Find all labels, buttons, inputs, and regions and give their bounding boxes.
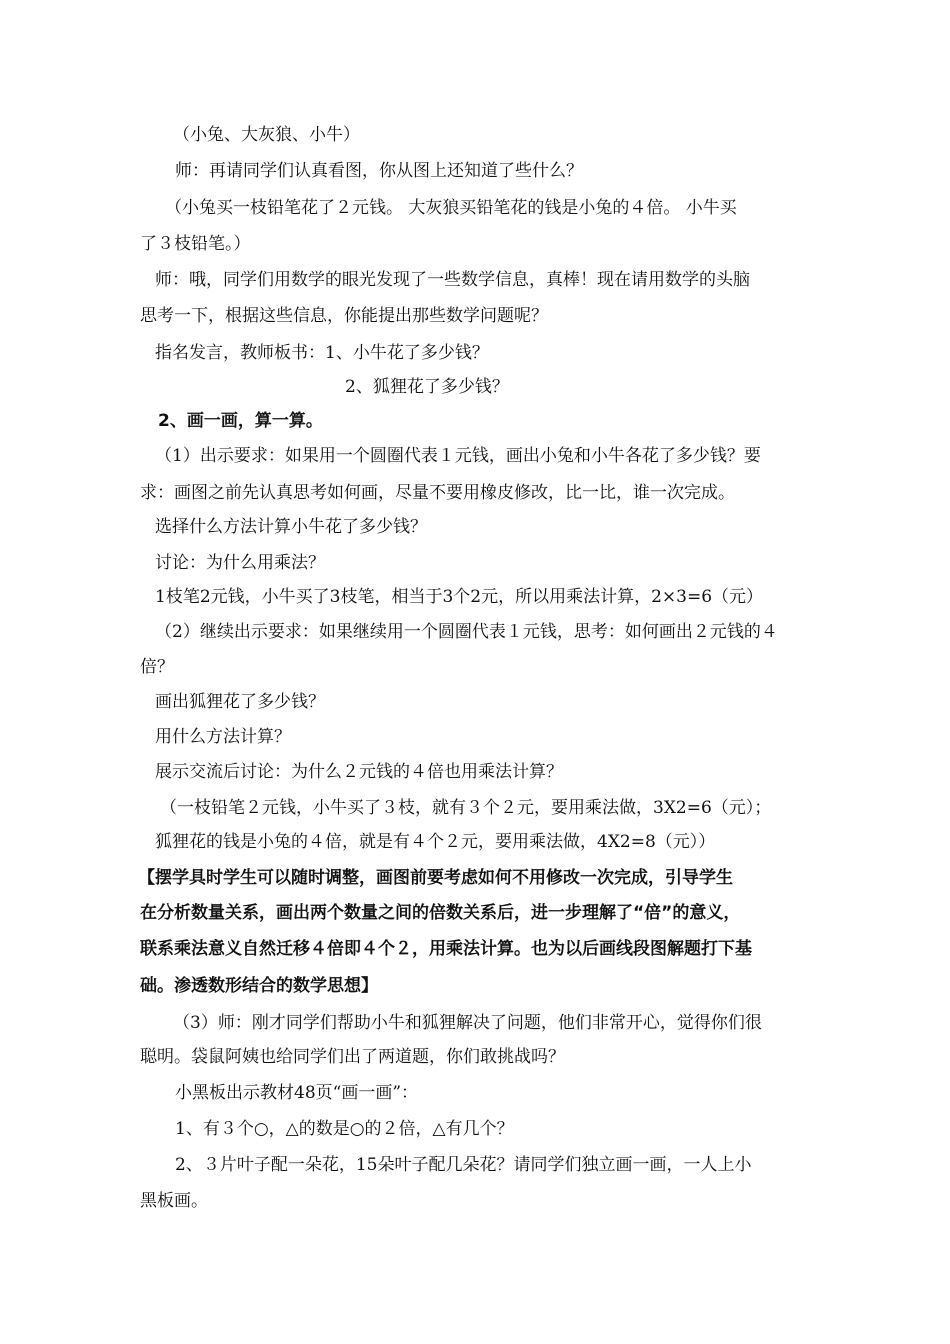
text-line: （1）出示要求：如果用一个圆圈代表１元钱，画出小兔和小牛各花了多少钱？要 bbox=[155, 446, 761, 466]
text-line: （3）师：刚才同学们帮助小牛和狐狸解决了问题，他们非常开心，觉得你们很 bbox=[173, 1013, 762, 1033]
note-line: 础。渗透数形结合的数学思想】 bbox=[140, 976, 378, 996]
text-line: 师：再请同学们认真看图，你从图上还知道了些什么？ bbox=[175, 161, 583, 181]
note-line: 【摆学具时学生可以随时调整，画图前要考虑如何不用修改一次完成，引导学生 bbox=[138, 868, 733, 888]
text-line: 指名发言，教师板书：1、小牛花了多少钱？ bbox=[155, 343, 489, 363]
text-line: 2、狐狸花了多少钱？ bbox=[345, 377, 509, 397]
text-line: 画出狐狸花了多少钱？ bbox=[155, 692, 325, 712]
text-line: 倍？ bbox=[140, 657, 174, 677]
section-heading: 2、画一画，算一算。 bbox=[158, 411, 323, 431]
text-line: （小兔买一枝铅笔花了２元钱。 大灰狼买铅笔花的钱是小兔的４倍。 小牛买 bbox=[165, 198, 737, 218]
text-line: 展示交流后讨论：为什么２元钱的４倍也用乘法计算？ bbox=[155, 762, 563, 782]
text-line: 聪明。袋鼠阿姨也给同学们出了两道题，你们敢挑战吗？ bbox=[140, 1047, 565, 1067]
text-line: 选择什么方法计算小牛花了多少钱？ bbox=[155, 517, 427, 537]
text-line: 师：哦，同学们用数学的眼光发现了一些数学信息，真棒！现在请用数学的头脑 bbox=[155, 270, 750, 290]
text-line: 小黑板出示教材48页“画一画”： bbox=[175, 1083, 419, 1103]
text-line: 了３枝铅笔。） bbox=[140, 234, 251, 254]
text-line: （小兔、大灰狼、小牛） bbox=[173, 125, 360, 145]
text-line: 思考一下，根据这些信息，你能提出那些数学问题呢？ bbox=[140, 306, 548, 326]
text-line: 狐狸花的钱是小兔的４倍，就是有４个２元，要用乘法做，4X2=8（元）） bbox=[155, 832, 716, 852]
text-line: 2、３片叶子配一朵花，15朵叶子配几朵花？请同学们独立画一画，一人上小 bbox=[175, 1155, 752, 1175]
text-line: 用什么方法计算？ bbox=[155, 727, 291, 747]
text-line: 1枝笔2元钱，小牛买了3枝笔，相当于3个2元，所以用乘法计算，2×3=6（元） bbox=[155, 587, 764, 607]
text-line: 求：画图之前先认真思考如何画，尽量不要用橡皮修改，比一比，谁一次完成。 bbox=[140, 483, 735, 503]
note-line: 联系乘法意义自然迁移４倍即４个２，用乘法计算。也为以后画线段图解题打下基 bbox=[140, 939, 752, 959]
note-line: 在分析数量关系，画出两个数量之间的倍数关系后，进一步理解了“倍”的意义， bbox=[140, 903, 741, 923]
text-line: （一枝铅笔２元钱，小牛买了３枝，就有３个２元，要用乘法做，3X2=6（元）； bbox=[160, 798, 772, 818]
text-line: 讨论：为什么用乘法？ bbox=[155, 553, 325, 573]
text-line: 1、有３个○，△的数是○的２倍，△有几个？ bbox=[175, 1119, 514, 1139]
text-line: 黑板画。 bbox=[140, 1191, 208, 1211]
text-line: （2）继续出示要求：如果继续用一个圆圈代表１元钱，思考：如何画出２元钱的４ bbox=[155, 622, 778, 642]
